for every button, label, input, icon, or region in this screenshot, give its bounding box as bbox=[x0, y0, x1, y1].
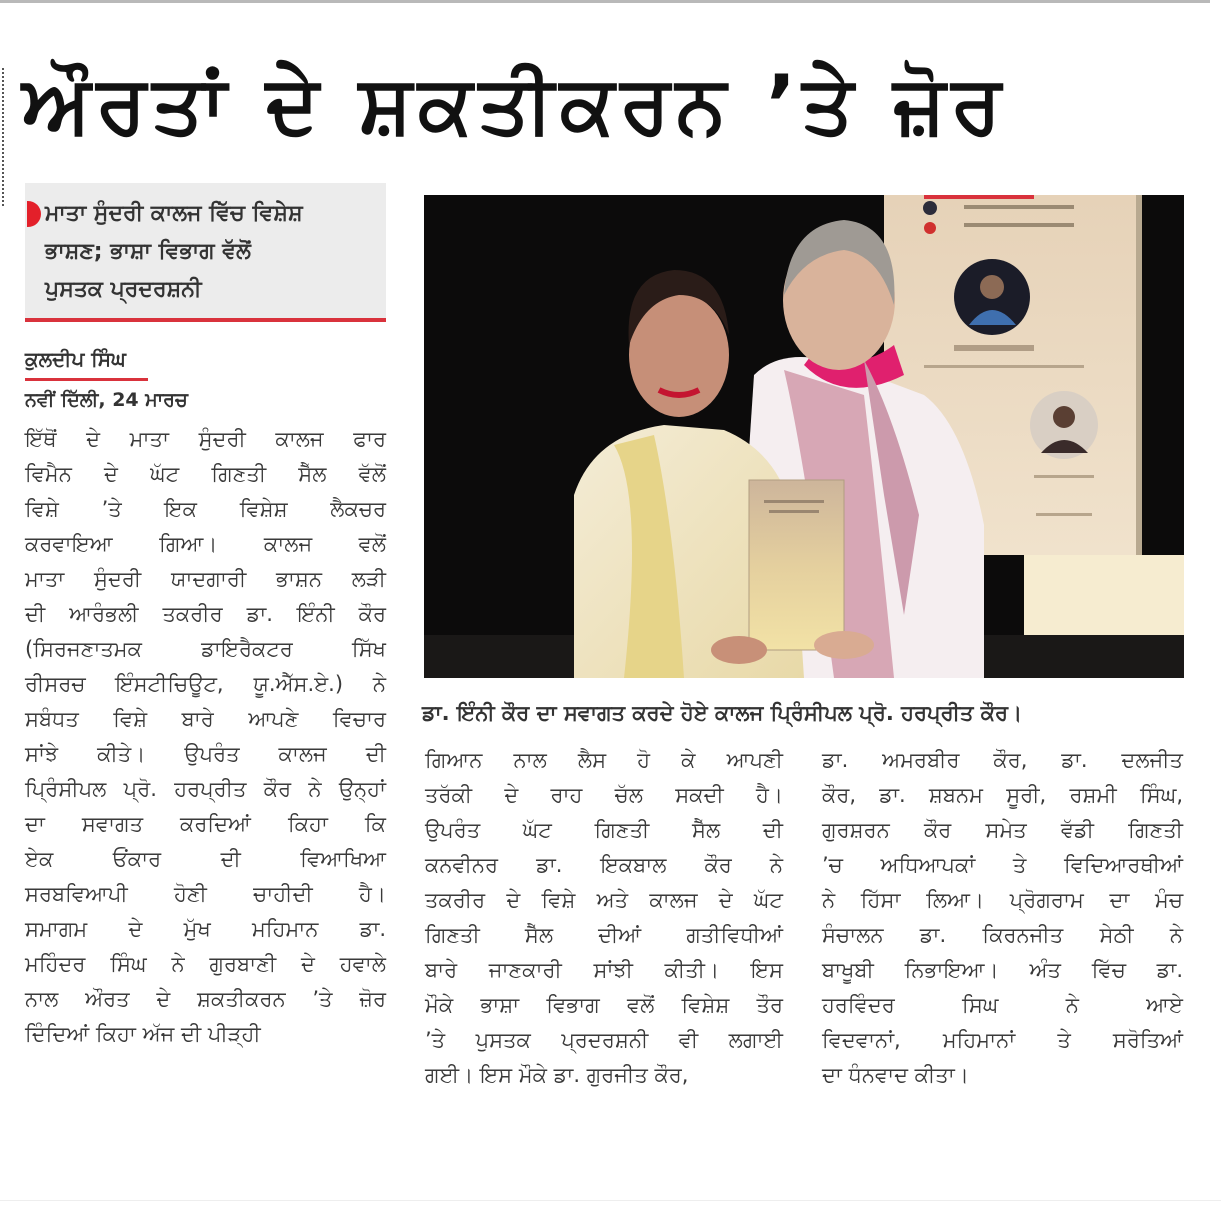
subheading-line: ਭਾਸ਼ਣ; ਭਾਸ਼ਾ ਵਿਭਾਗ ਵੱਲੋਂ bbox=[45, 239, 251, 264]
article-column-1 bbox=[25, 422, 386, 1052]
banner-location-icon bbox=[924, 222, 936, 234]
subheading bbox=[45, 195, 385, 309]
book bbox=[749, 480, 844, 650]
article-text-line: ਕਰਵਾਇਆ ਗਿਆ। ਕਾਲਜ ਵਲੋਂ bbox=[25, 532, 386, 556]
article-text-line: ਇੱਥੋਂ ਦੇ ਮਾਤਾ ਸੁੰਦਰੀ ਕਾਲਜ ਫਾਰ bbox=[25, 427, 386, 451]
article-text-line: ਗਿਣਤੀ ਸੈੱਲ ਦੀਆਂ ਗਤੀਵਿਧੀਆਂ bbox=[425, 923, 783, 947]
headline: ਔਰਤਾਂ ਦੇ ਸ਼ਕਤੀਕਰਨ ’ਤੇ ਜ਼ੋਰ bbox=[22, 58, 1008, 151]
article-text-line: ਸਮਾਗਮ ਦੇ ਮੁੱਖ ਮਹਿਮਾਨ ਡਾ. bbox=[25, 917, 386, 941]
article-text-line: ਵਿਮੈਨ ਦੇ ਘੱਟ ਗਿਣਤੀ ਸੈੱਲ ਵੱਲੋਂ bbox=[25, 462, 386, 486]
article-text-line: ਦਿੰਦਿਆਂ ਕਿਹਾ ਅੱਜ ਦੀ ਪੀੜ੍ਹੀ bbox=[25, 1022, 261, 1046]
article-text-line: ਗੁਰਸ਼ਰਨ ਕੌਰ ਸਮੇਤ ਵੱਡੀ ਗਿਣਤੀ bbox=[822, 818, 1183, 842]
article-text-line: ਹਰਵਿੰਦਰ ਸਿਘ ਨੇ ਆਏ bbox=[822, 993, 1183, 1017]
article-text-line: ਵਿਸ਼ੇ ’ਤੇ ਇਕ ਵਿਸ਼ੇਸ਼ ਲੈਕਚਰ bbox=[25, 497, 386, 521]
article-text-line: ’ਚ ਅਧਿਆਪਕਾਂ ਤੇ ਵਿਦਿਆਰਥੀਆਂ bbox=[822, 853, 1183, 877]
article-text-line: ਤਰੱਕੀ ਦੇ ਰਾਹ ਚੱਲ ਸਕਦੀ ਹੈ। bbox=[425, 783, 783, 807]
article-text-line: ਦਾ ਧੰਨਵਾਦ ਕੀਤਾ। bbox=[822, 1063, 969, 1087]
article-text-line: ਗਈ। ਇਸ ਮੌਕੇ ਡਾ. ਗੁਰਜੀਤ ਕੌਰ, bbox=[425, 1063, 689, 1087]
article-text-line: ਸਬੰਧਤ ਵਿਸ਼ੇ ਬਾਰੇ ਆਪਣੇ ਵਿਚਾਰ bbox=[25, 707, 386, 731]
photo-caption: ਡਾ. ਇੰਨੀ ਕੌਰ ਦਾ ਸਵਾਗਤ ਕਰਦੇ ਹੋਏ ਕਾਲਜ ਪ੍ਰਿੰਸੀਪਲ ਪ੍ਰੋ. ਹਰਪ੍ਰੀਤ ਕੌਰ। bbox=[422, 701, 1023, 725]
article-text-line: ਤਕਰੀਰ ਦੇ ਵਿਸ਼ੇ ਅਤੇ ਕਾਲਜ ਦੇ ਘੱਟ bbox=[425, 888, 783, 912]
article-text-line: ਗਿਆਨ ਨਾਲ ਲੈਸ ਹੋ ਕੇ ਆਪਣੀ bbox=[425, 748, 783, 772]
article-text-line: (ਸਿਰਜਣਾਤਮਕ ਡਾਇਰੈਕਟਰ ਸਿੱਖ bbox=[25, 637, 386, 661]
article-text-line: ਡਾ. ਅਮਰਬੀਰ ਕੌਰ, ਡਾ. ਦਲਜੀਤ bbox=[822, 748, 1183, 772]
article-text-line: ਮਹਿੰਦਰ ਸਿੰਘ ਨੇ ਗੁਰਬਾਣੀ ਦੇ ਹਵਾਲੇ bbox=[25, 952, 386, 976]
article-text-line: ਕਨਵੀਨਰ ਡਾ. ਇਕਬਾਲ ਕੌਰ ਨੇ bbox=[425, 853, 783, 877]
article-text-line: ਸਰਬਵਿਆਪੀ ਹੋਣੀ ਚਾਹੀਦੀ ਹੈ। bbox=[25, 882, 386, 906]
banner-date-icon bbox=[923, 201, 937, 215]
article-text-line: ਉਪਰੰਤ ਘੱਟ ਗਿਣਤੀ ਸੈੱਲ ਦੀ bbox=[425, 818, 783, 842]
article-text-line: ਕੌਰ, ਡਾ. ਸ਼ਬਨਮ ਸੂਰੀ, ਰਸ਼ਮੀ ਸਿੰਘ, bbox=[822, 783, 1183, 807]
top-rule bbox=[0, 0, 1210, 3]
photo-illustration bbox=[424, 195, 1184, 678]
article-text-line: ਮਾਤਾ ਸੁੰਦਰੀ ਯਾਦਗਾਰੀ ਭਾਸ਼ਨ ਲੜੀ bbox=[25, 567, 386, 591]
subheading-line: ਪੁਸਤਕ ਪ੍ਰਦਰਸ਼ਨੀ bbox=[45, 277, 202, 302]
article-text-line: ’ਤੇ ਪੁਸਤਕ ਪ੍ਰਦਰਸ਼ਨੀ ਵੀ ਲਗਾਈ bbox=[425, 1028, 783, 1052]
article-text-line: ਮੌਕੇ ਭਾਸ਼ਾ ਵਿਭਾਗ ਵਲੋਂ ਵਿਸ਼ੇਸ਼ ਤੌਰ bbox=[425, 993, 783, 1017]
article-text-line: ਨਾਲ ਔਰਤ ਦੇ ਸ਼ਕਤੀਕਰਨ ’ਤੇ ਜ਼ੋਰ bbox=[25, 987, 386, 1011]
article-text-line: ਬਾਰੇ ਜਾਣਕਾਰੀ ਸਾਂਝੀ ਕੀਤੀ। ਇਸ bbox=[425, 958, 783, 982]
article-text-line: ਵਿਦਵਾਨਾਂ, ਮਹਿਮਾਨਾਂ ਤੇ ਸਰੋਤਿਆਂ bbox=[822, 1028, 1183, 1052]
dateline: ਨਵੀਂ ਦਿੱਲੀ, 24 ਮਾਰਚ bbox=[25, 389, 188, 411]
byline-underline bbox=[25, 378, 148, 381]
article-text-line: ਦੀ ਆਰੰਭਲੀ ਤਕਰੀਰ ਡਾ. ਇੰਨੀ ਕੌਰ bbox=[25, 602, 386, 626]
article-photo bbox=[424, 195, 1184, 678]
subheading-line: ਮਾਤਾ ਸੁੰਦਰੀ ਕਾਲਜ ਵਿੱਚ ਵਿਸ਼ੇਸ਼ bbox=[45, 201, 303, 226]
article-text-line: ਸਾਂਝੇ ਕੀਤੇ। ਉਪਰੰਤ ਕਾਲਜ ਦੀ bbox=[25, 742, 386, 766]
subheading-underline bbox=[25, 318, 386, 322]
article-column-3 bbox=[822, 743, 1183, 1093]
article-text-line: ਸੰਚਾਲਨ ਡਾ. ਕਿਰਨਜੀਤ ਸੇਠੀ ਨੇ bbox=[822, 923, 1183, 947]
article-text-line: ਬਾਖੂਬੀ ਨਿਭਾਇਆ। ਅੰਤ ਵਿੱਚ ਡਾ. bbox=[822, 958, 1183, 982]
article-text-line: ਪ੍ਰਿੰਸੀਪਲ ਪ੍ਰੋ. ਹਰਪ੍ਰੀਤ ਕੌਰ ਨੇ ਉਨ੍ਹਾਂ bbox=[25, 777, 386, 801]
article-column-2 bbox=[425, 743, 783, 1093]
subheading-box bbox=[25, 183, 386, 321]
article-text-line: ਰੀਸਰਚ ਇੰਸਟੀਚਿਊਟ, ਯੂ.ਐੱਸ.ਏ.) ਨੇ bbox=[25, 672, 386, 696]
byline: ਕੁਲਦੀਪ ਸਿੰਘ bbox=[25, 347, 126, 371]
dotted-cut-line bbox=[2, 68, 4, 206]
article-text-line: ਨੇ ਹਿੱਸਾ ਲਿਆ। ਪ੍ਰੋਗਰਾਮ ਦਾ ਮੰਚ bbox=[822, 888, 1183, 912]
bottom-rule bbox=[0, 1200, 1221, 1201]
red-bullet-icon bbox=[27, 201, 41, 227]
article-text-line: ਦਾ ਸਵਾਗਤ ਕਰਦਿਆਂ ਕਿਹਾ ਕਿ bbox=[25, 812, 386, 836]
article-text-line: ਏਕ ਓਂਕਾਰ ਦੀ ਵਿਆਖਿਆ bbox=[25, 847, 386, 871]
